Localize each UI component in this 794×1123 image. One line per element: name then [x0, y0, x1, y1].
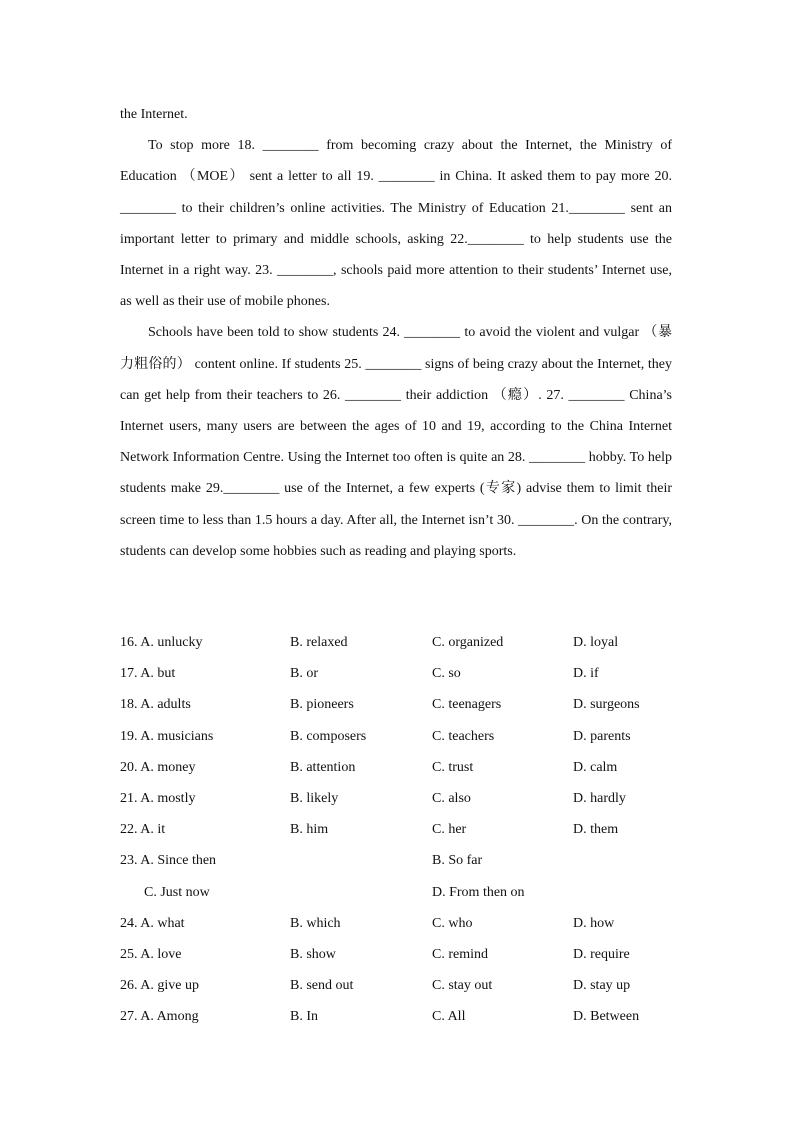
option-row-23-cd [120, 877, 680, 908]
option-a: 19. A. musicians [120, 728, 214, 744]
option-b: B. show [290, 946, 336, 962]
option-d: D. them [573, 822, 619, 838]
option-d: D. how [573, 915, 615, 931]
option-b: B. In [290, 1009, 318, 1025]
option-row-24 [120, 908, 680, 939]
option-b: B. him [290, 822, 329, 838]
option-a: 27. A. Among [120, 1009, 199, 1025]
option-c: C. trust [432, 759, 474, 775]
option-row-26 [120, 970, 680, 1001]
option-row-23-ab [120, 845, 680, 876]
passage-paragraph-2: Schools have been told to show students 24. ________ to avoid the violent and vulgar （暴力粗俗的） content online. If students 25. ________ signs of being crazy about the Internet, they can get help from their teachers to 26. ________ their addiction （瘾）. 27. ________ China’s Internet users, many users are between the ages of 10 and 19, according to the China Internet Network Information Centre. Using the Internet too often is quite an 28. ________ hobby. To help students make 29.________ use of the Internet, a few experts (专家) advise them to limit their screen time to less than 1.5 hours a day. After all, the Internet isn’t 30. ________. On the contrary, students can develop some hobbies such as reading and playing sports. [120, 325, 672, 559]
cloze-passage [120, 99, 672, 567]
option-c: C. so [432, 666, 461, 682]
option-row-27 [120, 1001, 680, 1032]
option-a: 24. A. what [120, 915, 185, 931]
option-row-25 [120, 939, 680, 970]
option-c: C. stay out [432, 978, 493, 994]
option-a: 17. A. but [120, 666, 176, 682]
option-d: D. loyal [573, 635, 619, 650]
option-c: C. her [432, 822, 467, 838]
option-d: D. parents [573, 728, 631, 744]
option-d: D. From then on [432, 884, 525, 900]
option-c: C. teenagers [432, 697, 502, 713]
option-d: D. stay up [573, 978, 631, 994]
passage-paragraph-1: To stop more 18. ________ from becoming crazy about the Internet, the Ministry of Education （MOE） sent a letter to all 19. ________ in China. It asked them to pay more 20. ________ to their children’s online activities. The Ministry of Education 21.________ sent an important letter to primary and middle schools, asking 22.________ to help students use the Internet in a right way. 23. ________, schools paid more attention to their students’ Internet use, as well as their use of mobile phones. [120, 138, 672, 310]
option-c: C. who [432, 915, 473, 931]
option-a: 23. A. Since then [120, 853, 217, 869]
option-row-22 [120, 814, 680, 845]
option-row-21 [120, 783, 680, 814]
option-c: C. Just now [144, 884, 210, 900]
option-b: B. likely [290, 790, 339, 806]
option-d: D. if [573, 666, 599, 682]
option-b: B. or [290, 666, 318, 682]
option-d: D. Between [573, 1009, 640, 1025]
option-d: D. calm [573, 759, 618, 775]
option-row-20 [120, 752, 680, 783]
option-b: B. which [290, 915, 341, 931]
option-b: B. send out [290, 978, 354, 994]
option-row-19 [120, 721, 680, 752]
option-d: D. require [573, 946, 630, 962]
option-c: C. All [432, 1009, 466, 1025]
option-c: C. also [432, 790, 471, 806]
option-row-16 [120, 627, 680, 658]
answer-options [120, 627, 680, 1032]
option-a: 26. A. give up [120, 978, 199, 994]
option-b: B. So far [432, 853, 483, 869]
option-d: D. surgeons [573, 697, 640, 713]
option-a: 25. A. love [120, 946, 182, 962]
option-b: B. attention [290, 759, 356, 775]
option-c: C. teachers [432, 728, 495, 744]
passage-line-intro: the Internet. [120, 107, 188, 122]
option-row-18 [120, 689, 680, 720]
option-b: B. pioneers [290, 697, 354, 713]
option-c: C. organized [432, 635, 504, 650]
option-b: B. composers [290, 728, 367, 744]
option-a: 21. A. mostly [120, 790, 196, 806]
option-c: C. remind [432, 946, 488, 962]
option-b: B. relaxed [290, 635, 348, 650]
option-a: 16. A. unlucky [120, 635, 203, 650]
option-a: 20. A. money [120, 759, 196, 775]
option-d: D. hardly [573, 790, 626, 806]
option-a: 22. A. it [120, 822, 166, 838]
option-row-17 [120, 658, 680, 689]
option-a: 18. A. adults [120, 697, 191, 713]
